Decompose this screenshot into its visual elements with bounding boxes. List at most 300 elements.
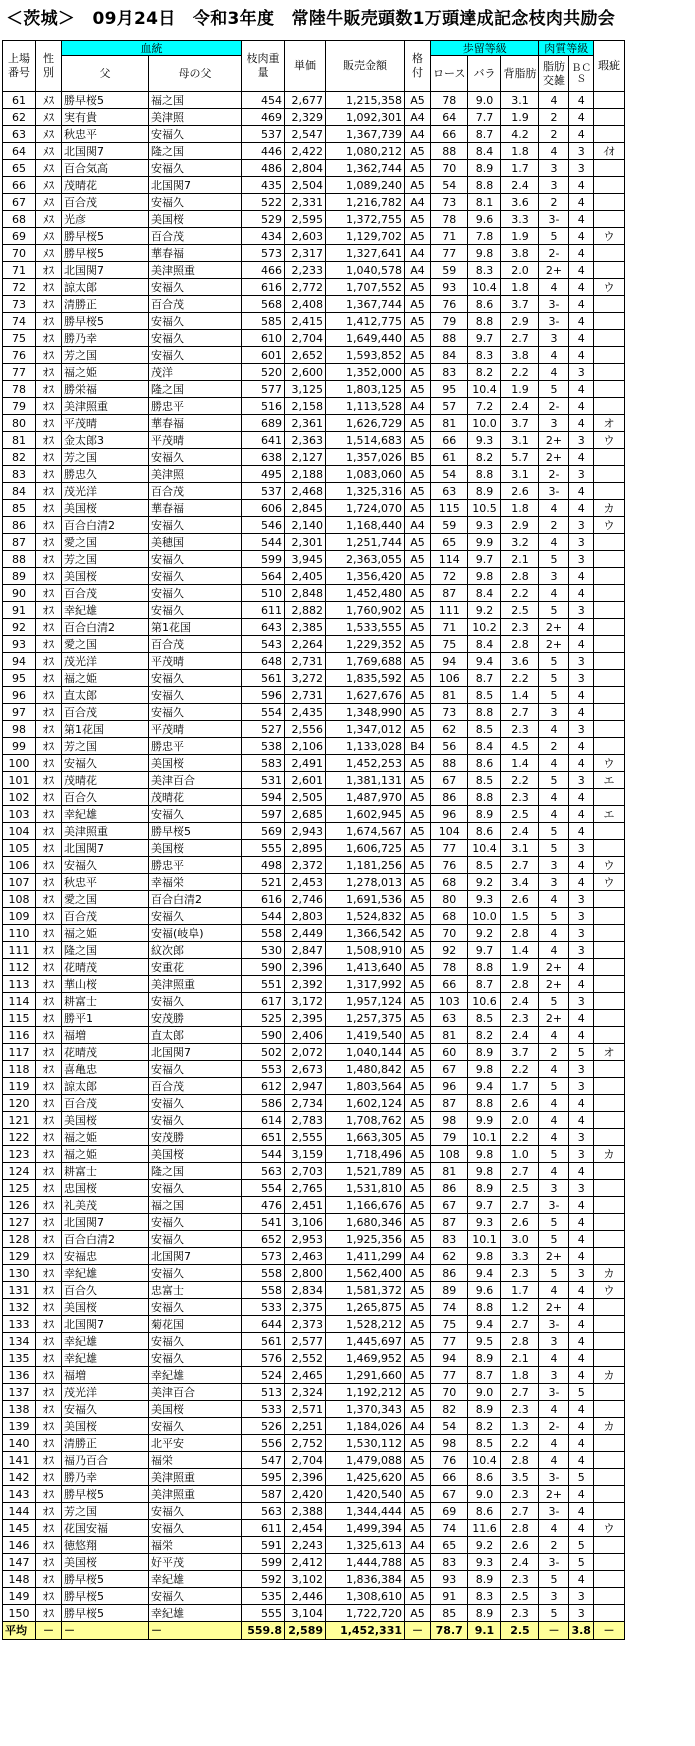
cell-grade: A5 — [405, 1129, 431, 1146]
cell-weight: 498 — [242, 857, 285, 874]
cell-sex: ｵｽ — [36, 449, 62, 466]
cell-bcs: 3 — [569, 160, 594, 177]
cell-unit-price: 2,577 — [285, 1333, 326, 1350]
cell-no: 61 — [3, 92, 36, 109]
cell-sire: 勝早桜5 — [62, 1486, 149, 1503]
cell-defect — [593, 245, 624, 262]
cell-amount: 1,581,372 — [326, 1282, 405, 1299]
cell-grade: A5 — [405, 500, 431, 517]
cell-no: 98 — [3, 721, 36, 738]
table-row — [3, 636, 625, 653]
cell-dam-sire: 安福久 — [149, 1231, 242, 1248]
cell-bara: 10.1 — [468, 1129, 501, 1146]
cell-dam-sire: 美国桜 — [149, 1146, 242, 1163]
header-dam-sire: 母の父 — [149, 56, 242, 92]
cell-amount: 1,562,400 — [326, 1265, 405, 1282]
cell-bcs: 5 — [569, 1469, 594, 1486]
cell-weight: 644 — [242, 1316, 285, 1333]
cell-bcs: 4 — [569, 959, 594, 976]
cell-bara: 10.2 — [468, 619, 501, 636]
cell-sire: 幸紀雄 — [62, 1333, 149, 1350]
cell-fat: 2.3 — [501, 721, 539, 738]
cell-loin: 59 — [431, 262, 468, 279]
cell-sire: 百合茂 — [62, 194, 149, 211]
cell-sex: ｵｽ — [36, 1146, 62, 1163]
cell-no: 149 — [3, 1588, 36, 1605]
cell-fat: 2.3 — [501, 1571, 539, 1588]
cell-sex: ｵｽ — [36, 721, 62, 738]
cell-weight: 513 — [242, 1384, 285, 1401]
cell-fat: 2.2 — [501, 585, 539, 602]
cell-bms: 4 — [539, 1129, 569, 1146]
cell-sex: ﾒｽ — [36, 194, 62, 211]
cell-dam-sire: 安福久 — [149, 1520, 242, 1537]
cell-bara: 8.6 — [468, 296, 501, 313]
cell-fat: 3.4 — [501, 874, 539, 891]
cell-unit-price: 2,395 — [285, 1010, 326, 1027]
cell-bcs: 4 — [569, 228, 594, 245]
cell-bcs: 5 — [569, 1537, 594, 1554]
cell-sire: 百合白清2 — [62, 517, 149, 534]
cell-defect — [593, 1163, 624, 1180]
cell-unit-price: 2,392 — [285, 976, 326, 993]
header-sex: 性別 — [36, 41, 62, 92]
cell-weight: 537 — [242, 483, 285, 500]
cell-sire: 光彦 — [62, 211, 149, 228]
cell-loin: 68 — [431, 908, 468, 925]
cell-no: 119 — [3, 1078, 36, 1095]
cell-amount: 1,216,782 — [326, 194, 405, 211]
table-row — [3, 704, 625, 721]
cell-unit-price: 2,800 — [285, 1265, 326, 1282]
cell-defect — [593, 92, 624, 109]
cell-amount: 1,480,842 — [326, 1061, 405, 1078]
table-row — [3, 908, 625, 925]
cell-grade: A5 — [405, 1554, 431, 1571]
cell-grade: A5 — [405, 1384, 431, 1401]
cell-no: 67 — [3, 194, 36, 211]
cell-unit-price: 2,847 — [285, 942, 326, 959]
cell-sex: ﾒｽ — [36, 92, 62, 109]
cell-loin: 73 — [431, 704, 468, 721]
cell-no: 140 — [3, 1435, 36, 1452]
cell-sex: ﾒｽ — [36, 228, 62, 245]
cell-dam-sire: 美津照重 — [149, 1486, 242, 1503]
cell-dam-sire: 百合茂 — [149, 1078, 242, 1095]
cell-fat: 1.8 — [501, 279, 539, 296]
cell-fat: 2.3 — [501, 1605, 539, 1622]
cell-sex: ｵｽ — [36, 330, 62, 347]
cell-bcs: 4 — [569, 1112, 594, 1129]
cell-sire: 美津照重 — [62, 398, 149, 415]
cell-fat: 3.3 — [501, 211, 539, 228]
cell-amount: 1,372,755 — [326, 211, 405, 228]
cell-no: 145 — [3, 1520, 36, 1537]
cell-unit-price: 3,272 — [285, 670, 326, 687]
cell-sex: ｵｽ — [36, 993, 62, 1010]
cell-fat: 2.6 — [501, 1095, 539, 1112]
cell-sire: 茂晴花 — [62, 772, 149, 789]
cell-dam-sire: 百合茂 — [149, 228, 242, 245]
cell-unit-price: 2,746 — [285, 891, 326, 908]
cell-grade: A5 — [405, 1265, 431, 1282]
cell-weight: 555 — [242, 1605, 285, 1622]
cell-fat: 2.8 — [501, 1333, 539, 1350]
cell-amount: 1,352,000 — [326, 364, 405, 381]
cell-defect — [593, 534, 624, 551]
cell-grade: A5 — [405, 143, 431, 160]
cell-grade: A4 — [405, 1248, 431, 1265]
cell-dam-sire: 安福久 — [149, 704, 242, 721]
cell-sire: 幸紀雄 — [62, 1350, 149, 1367]
cell-amount: 1,367,744 — [326, 296, 405, 313]
cell-weight: 469 — [242, 109, 285, 126]
average-row — [3, 1622, 625, 1640]
cell-no: 106 — [3, 857, 36, 874]
cell-unit-price: 2,571 — [285, 1401, 326, 1418]
cell-bara: 9.4 — [468, 653, 501, 670]
cell-bcs: 4 — [569, 1248, 594, 1265]
cell-no: 114 — [3, 993, 36, 1010]
table-row — [3, 551, 625, 568]
cell-defect — [593, 1333, 624, 1350]
cell-fat: 2.8 — [501, 636, 539, 653]
average-dam-sire: － — [149, 1622, 242, 1640]
cell-bms: 3 — [539, 1180, 569, 1197]
cell-sex: ｵｽ — [36, 1588, 62, 1605]
cell-defect: ウ — [593, 279, 624, 296]
cell-sex: ｵｽ — [36, 1452, 62, 1469]
header-fat: 背脂肪 — [501, 56, 539, 92]
cell-bcs: 4 — [569, 330, 594, 347]
cell-sire: 勝早桜5 — [62, 1571, 149, 1588]
cell-unit-price: 3,102 — [285, 1571, 326, 1588]
cell-bms: 4 — [539, 1112, 569, 1129]
cell-sex: ｵｽ — [36, 1265, 62, 1282]
cell-weight: 652 — [242, 1231, 285, 1248]
cell-bara: 8.9 — [468, 1571, 501, 1588]
cell-bara: 9.3 — [468, 1214, 501, 1231]
cell-unit-price: 2,943 — [285, 823, 326, 840]
cell-unit-price: 2,783 — [285, 1112, 326, 1129]
cell-sire: 美国桜 — [62, 1299, 149, 1316]
cell-loin: 89 — [431, 1282, 468, 1299]
cell-weight: 611 — [242, 1520, 285, 1537]
table-row — [3, 92, 625, 109]
cell-bara: 9.7 — [468, 1197, 501, 1214]
table-row — [3, 1163, 625, 1180]
cell-grade: A5 — [405, 381, 431, 398]
page-title: ＜茨城＞ 09月24日 令和3年度 常陸牛販売頭数1万頭達成記念枝肉共励会 — [6, 9, 616, 29]
table-row — [3, 1486, 625, 1503]
cell-sire: 百合久 — [62, 789, 149, 806]
cell-weight: 541 — [242, 1214, 285, 1231]
cell-no: 97 — [3, 704, 36, 721]
cell-unit-price: 2,595 — [285, 211, 326, 228]
cell-loin: 67 — [431, 772, 468, 789]
cell-amount: 1,425,620 — [326, 1469, 405, 1486]
cell-defect — [593, 1231, 624, 1248]
cell-bms: 4 — [539, 279, 569, 296]
table-row — [3, 1129, 625, 1146]
table-row — [3, 1061, 625, 1078]
cell-loin: 77 — [431, 840, 468, 857]
cell-weight: 587 — [242, 1486, 285, 1503]
cell-bms: 2 — [539, 1044, 569, 1061]
cell-amount: 1,708,762 — [326, 1112, 405, 1129]
cell-amount: 1,040,578 — [326, 262, 405, 279]
table-row — [3, 1333, 625, 1350]
cell-amount: 1,265,875 — [326, 1299, 405, 1316]
cell-bms: 3- — [539, 1316, 569, 1333]
cell-grade: A5 — [405, 942, 431, 959]
cell-unit-price: 2,882 — [285, 602, 326, 619]
cell-unit-price: 2,373 — [285, 1316, 326, 1333]
cell-no: 142 — [3, 1469, 36, 1486]
cell-bara: 8.9 — [468, 1180, 501, 1197]
table-row — [3, 1367, 625, 1384]
cell-bara: 10.0 — [468, 908, 501, 925]
cell-no: 126 — [3, 1197, 36, 1214]
cell-bcs: 4 — [569, 1010, 594, 1027]
cell-defect — [593, 602, 624, 619]
cell-sex: ﾒｽ — [36, 160, 62, 177]
cell-fat: 1.9 — [501, 959, 539, 976]
cell-bara: 9.8 — [468, 568, 501, 585]
cell-bcs: 3 — [569, 432, 594, 449]
cell-sex: ｵｽ — [36, 738, 62, 755]
cell-bara: 7.8 — [468, 228, 501, 245]
cell-bara: 9.0 — [468, 1486, 501, 1503]
cell-bcs: 4 — [569, 1299, 594, 1316]
cell-amount: 1,257,375 — [326, 1010, 405, 1027]
cell-sex: ｵｽ — [36, 1384, 62, 1401]
cell-bms: 4 — [539, 1452, 569, 1469]
cell-bcs: 3 — [569, 1146, 594, 1163]
cell-unit-price: 2,329 — [285, 109, 326, 126]
cell-bara: 10.4 — [468, 840, 501, 857]
cell-bcs: 4 — [569, 500, 594, 517]
cell-unit-price: 2,463 — [285, 1248, 326, 1265]
cell-unit-price: 2,317 — [285, 245, 326, 262]
cell-weight: 616 — [242, 891, 285, 908]
cell-bms: 4 — [539, 143, 569, 160]
cell-bcs: 4 — [569, 1571, 594, 1588]
cell-unit-price: 2,127 — [285, 449, 326, 466]
cell-grade: A5 — [405, 704, 431, 721]
cell-loin: 95 — [431, 381, 468, 398]
cell-sex: ｵｽ — [36, 1299, 62, 1316]
cell-dam-sire: 華春福 — [149, 245, 242, 262]
cell-unit-price: 2,449 — [285, 925, 326, 942]
cell-weight: 476 — [242, 1197, 285, 1214]
cell-no: 129 — [3, 1248, 36, 1265]
cell-defect: ウ — [593, 874, 624, 891]
cell-fat: 3.1 — [501, 840, 539, 857]
cell-dam-sire: 美津照 — [149, 466, 242, 483]
cell-bara: 8.6 — [468, 823, 501, 840]
cell-sex: ｵｽ — [36, 313, 62, 330]
cell-no: 100 — [3, 755, 36, 772]
cell-unit-price: 2,803 — [285, 908, 326, 925]
cell-loin: 66 — [431, 976, 468, 993]
cell-fat: 4.2 — [501, 126, 539, 143]
cell-bms: 5 — [539, 1605, 569, 1622]
cell-bara: 9.2 — [468, 602, 501, 619]
cell-amount: 1,663,305 — [326, 1129, 405, 1146]
cell-fat: 5.7 — [501, 449, 539, 466]
cell-sex: ｵｽ — [36, 789, 62, 806]
cell-bara: 8.9 — [468, 1401, 501, 1418]
cell-sex: ｵｽ — [36, 976, 62, 993]
cell-bcs: 4 — [569, 262, 594, 279]
cell-bara: 8.8 — [468, 1095, 501, 1112]
cell-sex: ｵｽ — [36, 1316, 62, 1333]
average-bms: － — [539, 1622, 569, 1640]
cell-loin: 84 — [431, 347, 468, 364]
cell-amount: 1,722,720 — [326, 1605, 405, 1622]
cell-fat: 1.9 — [501, 109, 539, 126]
cell-bcs: 3 — [569, 942, 594, 959]
cell-sex: ｵｽ — [36, 398, 62, 415]
cell-amount: 1,957,124 — [326, 993, 405, 1010]
cell-no: 141 — [3, 1452, 36, 1469]
cell-grade: A5 — [405, 92, 431, 109]
cell-amount: 1,487,970 — [326, 789, 405, 806]
cell-bara: 9.2 — [468, 874, 501, 891]
table-row — [3, 1265, 625, 1282]
cell-loin: 75 — [431, 1316, 468, 1333]
cell-unit-price: 2,396 — [285, 959, 326, 976]
cell-defect — [593, 1588, 624, 1605]
cell-bara: 8.5 — [468, 721, 501, 738]
cell-amount: 1,803,564 — [326, 1078, 405, 1095]
cell-bms: 3 — [539, 1367, 569, 1384]
cell-dam-sire: 安福久 — [149, 1061, 242, 1078]
cell-grade: A4 — [405, 517, 431, 534]
table-row — [3, 500, 625, 517]
cell-bms: 4 — [539, 1350, 569, 1367]
cell-unit-price: 2,556 — [285, 721, 326, 738]
cell-unit-price: 2,848 — [285, 585, 326, 602]
cell-defect: ウ — [593, 857, 624, 874]
cell-grade: A5 — [405, 993, 431, 1010]
cell-defect — [593, 1605, 624, 1622]
cell-no: 77 — [3, 364, 36, 381]
cell-loin: 92 — [431, 942, 468, 959]
cell-weight: 533 — [242, 1401, 285, 1418]
cell-unit-price: 2,415 — [285, 313, 326, 330]
cell-grade: A5 — [405, 211, 431, 228]
table-row — [3, 976, 625, 993]
cell-dam-sire: 北国関7 — [149, 1044, 242, 1061]
cell-bcs: 3 — [569, 653, 594, 670]
cell-weight: 527 — [242, 721, 285, 738]
cell-amount: 1,412,775 — [326, 313, 405, 330]
cell-no: 128 — [3, 1231, 36, 1248]
cell-dam-sire: 美国桜 — [149, 1401, 242, 1418]
cell-sire: 百合気高 — [62, 160, 149, 177]
cell-bara: 8.8 — [468, 959, 501, 976]
cell-fat: 2.5 — [501, 602, 539, 619]
table-row — [3, 160, 625, 177]
cell-no: 118 — [3, 1061, 36, 1078]
header-meat-group: 肉質等級 — [539, 41, 594, 56]
cell-sex: ｵｽ — [36, 1537, 62, 1554]
cell-weight: 526 — [242, 1418, 285, 1435]
cell-defect — [593, 1095, 624, 1112]
cell-no: 90 — [3, 585, 36, 602]
cell-sire: 北国関7 — [62, 1316, 149, 1333]
cell-amount: 1,530,112 — [326, 1435, 405, 1452]
cell-loin: 81 — [431, 415, 468, 432]
cell-unit-price: 2,600 — [285, 364, 326, 381]
cell-weight: 590 — [242, 1027, 285, 1044]
cell-amount: 1,680,346 — [326, 1214, 405, 1231]
cell-sex: ｵｽ — [36, 1163, 62, 1180]
cell-sire: 百合白清2 — [62, 619, 149, 636]
cell-sire: 茂光洋 — [62, 483, 149, 500]
cell-grade: A5 — [405, 1452, 431, 1469]
cell-grade: A5 — [405, 1486, 431, 1503]
cell-sex: ｵｽ — [36, 500, 62, 517]
cell-defect — [593, 1027, 624, 1044]
cell-bara: 8.5 — [468, 687, 501, 704]
cell-weight: 502 — [242, 1044, 285, 1061]
cell-bms: 4 — [539, 942, 569, 959]
cell-sex: ｵｽ — [36, 687, 62, 704]
cell-sex: ｵｽ — [36, 1197, 62, 1214]
cell-bms: 5 — [539, 1078, 569, 1095]
cell-unit-price: 2,947 — [285, 1078, 326, 1095]
table-row — [3, 330, 625, 347]
cell-amount: 1,521,789 — [326, 1163, 405, 1180]
cell-bms: 3 — [539, 704, 569, 721]
cell-bara: 9.8 — [468, 1163, 501, 1180]
cell-amount: 2,363,055 — [326, 551, 405, 568]
cell-bcs: 4 — [569, 704, 594, 721]
cell-sex: ﾒｽ — [36, 126, 62, 143]
cell-grade: A5 — [405, 670, 431, 687]
table-row — [3, 806, 625, 823]
cell-bcs: 4 — [569, 755, 594, 772]
cell-bcs: 4 — [569, 857, 594, 874]
cell-grade: A5 — [405, 551, 431, 568]
table-row — [3, 126, 625, 143]
cell-unit-price: 2,385 — [285, 619, 326, 636]
cell-bcs: 3 — [569, 1078, 594, 1095]
cell-fat: 1.3 — [501, 1418, 539, 1435]
cell-fat: 4.5 — [501, 738, 539, 755]
cell-weight: 583 — [242, 755, 285, 772]
cell-bms: 4 — [539, 925, 569, 942]
table-row — [3, 1537, 625, 1554]
average-weight: 559.8 — [242, 1622, 285, 1640]
cell-unit-price: 2,552 — [285, 1350, 326, 1367]
table-row — [3, 789, 625, 806]
cell-grade: A5 — [405, 160, 431, 177]
cell-no: 127 — [3, 1214, 36, 1231]
cell-amount: 1,803,125 — [326, 381, 405, 398]
cell-bcs: 4 — [569, 1418, 594, 1435]
table-row — [3, 1044, 625, 1061]
cell-weight: 434 — [242, 228, 285, 245]
cell-defect — [593, 891, 624, 908]
cell-no: 89 — [3, 568, 36, 585]
cell-bara: 9.4 — [468, 1316, 501, 1333]
table-row — [3, 228, 625, 245]
cell-dam-sire: 華春福 — [149, 415, 242, 432]
